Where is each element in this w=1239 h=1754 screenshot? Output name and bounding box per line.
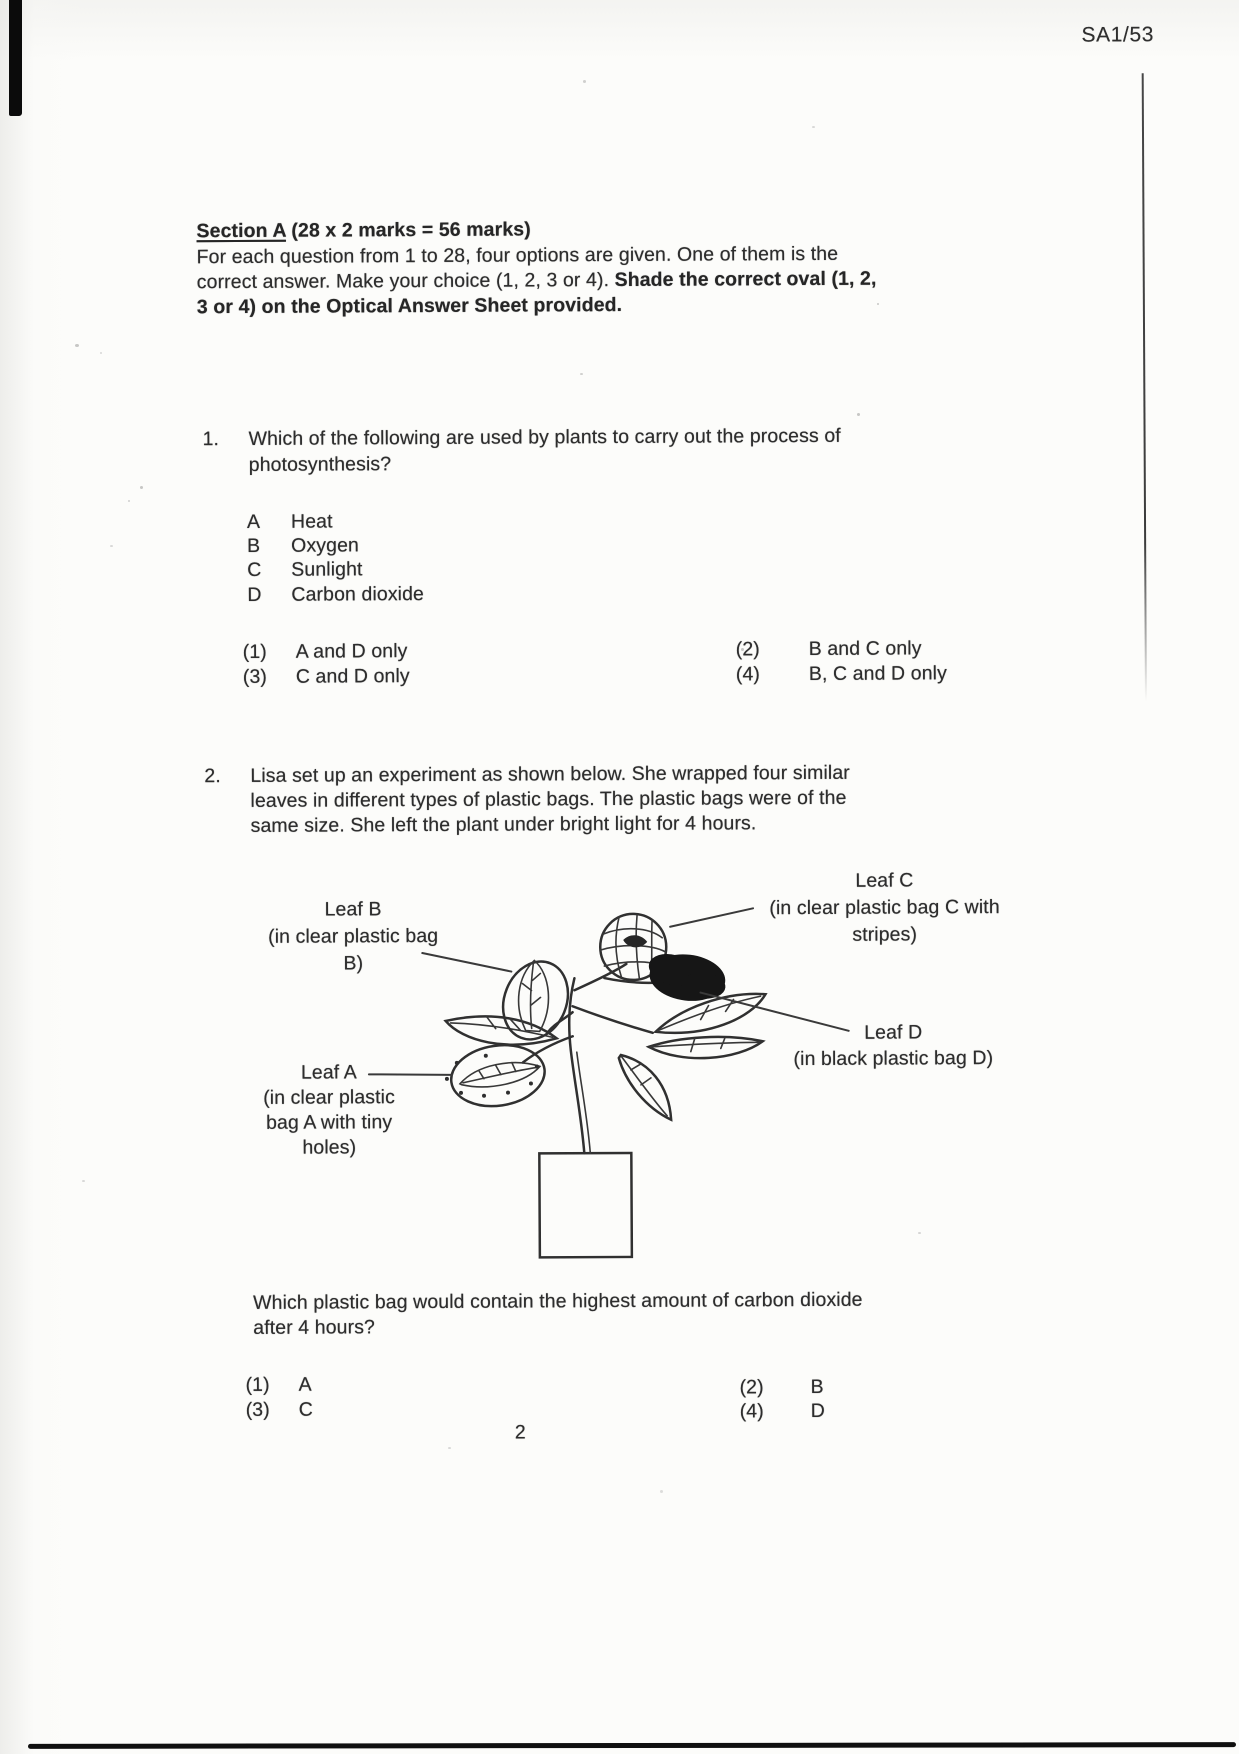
leaf-b-label-line: (in clear plastic bag <box>268 924 439 948</box>
leaf-a-label-line: holes) <box>302 1136 357 1159</box>
leaf-b-label-line: Leaf B <box>324 898 382 921</box>
q1-choice-text: Sunlight <box>291 558 363 581</box>
q1-choice-text: Carbon dioxide <box>291 583 425 606</box>
pot <box>539 1153 632 1257</box>
q1-choice-letter: C <box>247 558 262 581</box>
question-1-text-line-2: photosynthesis? <box>248 453 392 476</box>
q2-option-text: A <box>298 1373 312 1396</box>
question-1-number: 1. <box>202 428 220 451</box>
leaf-d-label <box>771 1019 1016 1072</box>
q1-option-text: A and D only <box>295 640 408 663</box>
q2-option-text: D <box>810 1399 825 1423</box>
page-number: 2 <box>514 1421 526 1444</box>
q1-choice-letter: D <box>247 583 262 606</box>
plant-stem <box>522 964 669 1154</box>
q1-choice-letter: B <box>247 534 261 557</box>
leaf-a-label-line: (in clear plastic <box>263 1086 395 1109</box>
leaf-b-bag <box>492 952 580 1050</box>
q1-option-number: (2) <box>735 638 760 661</box>
q2-option-number: (4) <box>739 1400 764 1423</box>
section-heading-marks: (28 x 2 marks = 56 marks) <box>285 218 531 242</box>
leaf-c-label-line: stripes) <box>852 923 918 946</box>
instructions-line-2 <box>197 266 877 296</box>
q2-option-number: (3) <box>245 1398 270 1421</box>
section-heading-title: Section A <box>196 219 286 243</box>
exam-code: SA1/53 <box>1081 23 1155 47</box>
instructions-line-1: For each question from 1 to 28, four options are given. One of them is the <box>196 242 839 269</box>
q2-option-number: (1) <box>245 1373 270 1396</box>
question-2-number: 2. <box>204 765 221 788</box>
q1-option-number: (3) <box>242 665 268 688</box>
question-2-ask-line-1: Which plastic bag would contain the highest amount of carbon dioxide <box>253 1288 863 1314</box>
q1-option-number: (1) <box>242 640 267 663</box>
q1-option-text: B and C only <box>808 637 922 661</box>
q1-option-text: B, C and D only <box>808 662 947 686</box>
instructions-line-3: 3 or 4) on the Optical Answer Sheet provided. <box>196 293 623 319</box>
leaf-a-label <box>234 1060 425 1161</box>
q1-choice-text: Heat <box>290 510 333 533</box>
leaf-d-label-line: Leaf D <box>864 1021 923 1044</box>
leaf-a-label-line: Leaf A <box>300 1061 357 1084</box>
q1-option-number: (4) <box>735 663 761 686</box>
leaf-c-label <box>742 867 1027 949</box>
section-heading <box>196 216 530 244</box>
q1-choice-text: Oxygen <box>291 534 360 557</box>
q2-option-text: C <box>298 1398 313 1421</box>
question-2-ask-line-2: after 4 hours? <box>253 1316 376 1339</box>
question-1-text-line-1: Which of the following are used by plants to carry out the process of <box>248 424 841 450</box>
leaf-d-label-line: (in black plastic bag D) <box>793 1047 994 1071</box>
instructions-line-2-bold: Shade the correct oval (1, 2, <box>614 267 877 292</box>
q1-option-text: C and D only <box>295 665 410 688</box>
instructions-line-2-normal: correct answer. Make your choice (1, 2, 3 or 4). <box>196 269 615 294</box>
plain-leaves <box>445 994 766 1121</box>
leaf-b-label-line: B) <box>343 952 364 975</box>
leaf-b-label <box>237 896 469 978</box>
right-margin-line <box>1142 73 1147 701</box>
q2-option-text: B <box>810 1375 824 1399</box>
leaf-a-bag <box>445 1039 549 1112</box>
leaf-a-label-line: bag A with tiny <box>266 1111 393 1134</box>
leaf-c-label-line: Leaf C <box>855 869 914 892</box>
question-2-text-line-2: leaves in different types of plastic bags. The plastic bags were of the <box>250 786 847 812</box>
q2-option-number: (2) <box>739 1376 764 1399</box>
question-2-text-line-3: same size. She left the plant under bright light for 4 hours. <box>250 812 757 837</box>
q1-choice-letter: A <box>246 510 261 533</box>
question-2-text-line-1: Lisa set up an experiment as shown below. She wrapped four similar <box>250 761 850 787</box>
leaf-c-label-line: (in clear plastic bag C with <box>769 896 1000 920</box>
